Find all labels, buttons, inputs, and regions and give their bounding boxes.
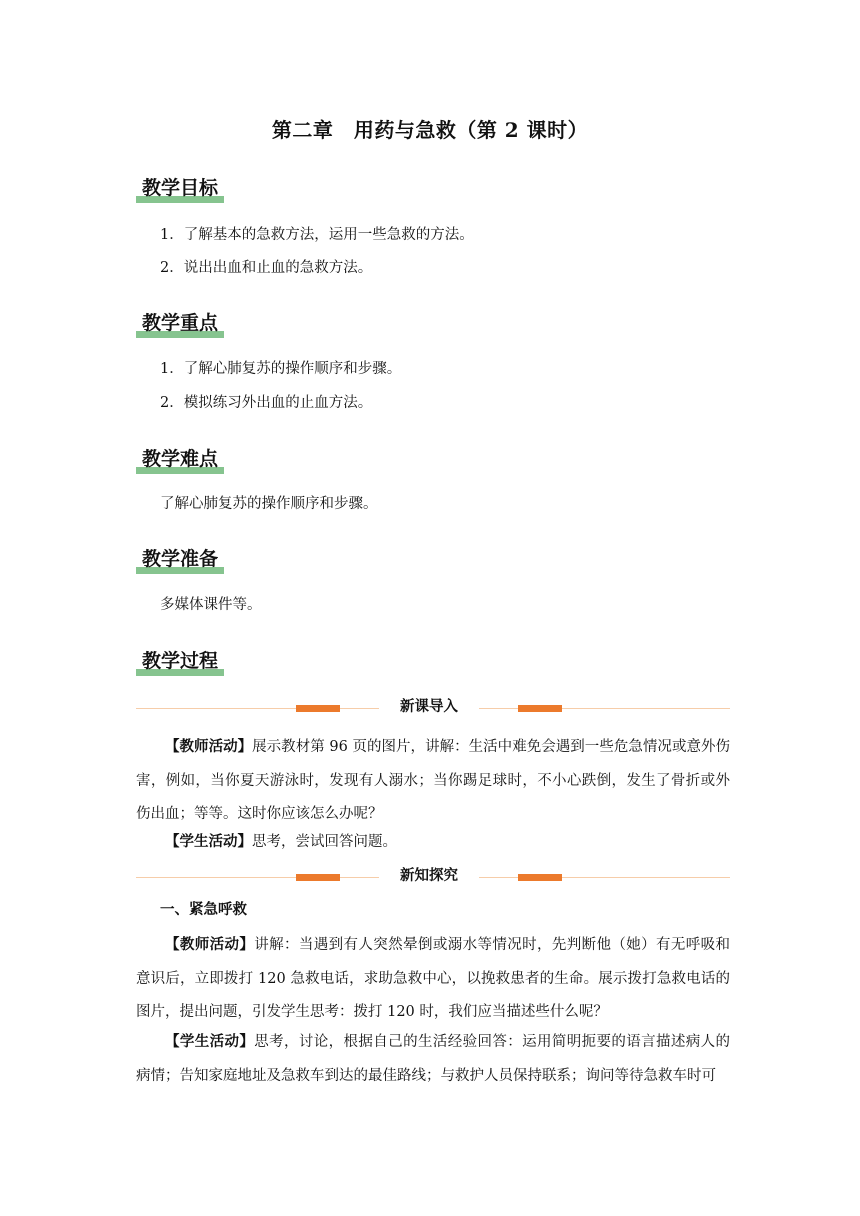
subsection-label-intro: 新课导入	[379, 697, 479, 717]
explore-teacher-activity	[136, 929, 730, 1030]
objective-item-1: 1．了解基本的急救方法，运用一些急救的方法。	[160, 227, 474, 243]
separator-block-right	[518, 874, 562, 881]
heading-text: 教学目标	[142, 177, 219, 199]
section-heading-objectives	[136, 176, 222, 200]
intro-student-activity	[136, 826, 730, 860]
activity-text: 展示教材第 96 页的图片，讲解：生活中难免会遇到一些危急情况或意外伤害，例如，当你夏天游泳时，发现有人溺水；当你踢足球时，不小心跌倒，发生了骨折或外伤出血；等等。这时你应该怎么办呢？	[136, 739, 731, 822]
heading-text: 教学准备	[142, 548, 219, 570]
activity-tag: 【教师活动】	[165, 739, 253, 755]
separator-block-left	[296, 874, 340, 881]
subsection-label-explore: 新知探究	[379, 866, 479, 886]
difficulty-text: 了解心肺复苏的操作顺序和步骤。	[160, 496, 378, 512]
key-point-item-2: 2．模拟练习外出血的止血方法。	[160, 395, 373, 411]
activity-tag: 【学生活动】	[165, 1034, 255, 1050]
activity-tag: 【学生活动】	[165, 834, 252, 850]
key-point-item-1: 1．了解心肺复苏的操作顺序和步骤。	[160, 361, 402, 377]
heading-text: 教学过程	[142, 650, 219, 672]
activity-text: 讲解：当遇到有人突然晕倒或溺水等情况时，先判断他（她）有无呼吸和意识后，立即拨打 120 急救电话，求助急救中心，以挽救患者的生命。展示拨打急救电话的图片，提出问题，引发学生思考：拨打 120 时，我们应当描述些什么呢？	[136, 937, 731, 1020]
explore-student-activity	[136, 1026, 730, 1093]
subheading-emergency-call: 一、紧急呼救	[160, 902, 247, 918]
section-heading-process	[136, 649, 222, 673]
objective-item-2: 2．说出出血和止血的急救方法。	[160, 260, 373, 276]
activity-text: 思考，尝试回答问题。	[252, 834, 397, 850]
separator-block-right	[518, 705, 562, 712]
heading-text: 教学难点	[142, 448, 219, 470]
section-heading-difficulties	[136, 447, 222, 471]
activity-tag: 【教师活动】	[165, 937, 255, 953]
separator-block-left	[296, 705, 340, 712]
section-heading-key-points	[136, 311, 222, 335]
intro-teacher-activity	[136, 731, 730, 832]
page-title: 第二章 用药与急救（第 2 课时）	[271, 118, 589, 142]
section-heading-preparation	[136, 547, 222, 571]
preparation-text: 多媒体课件等。	[160, 597, 262, 613]
activity-text: 思考，讨论，根据自己的生活经验回答：运用简明扼要的语言描述病人的病情；告知家庭地址及急救车到达的最佳路线；与救护人员保持联系；询问等待急救车时可	[136, 1034, 731, 1084]
heading-text: 教学重点	[142, 312, 219, 334]
